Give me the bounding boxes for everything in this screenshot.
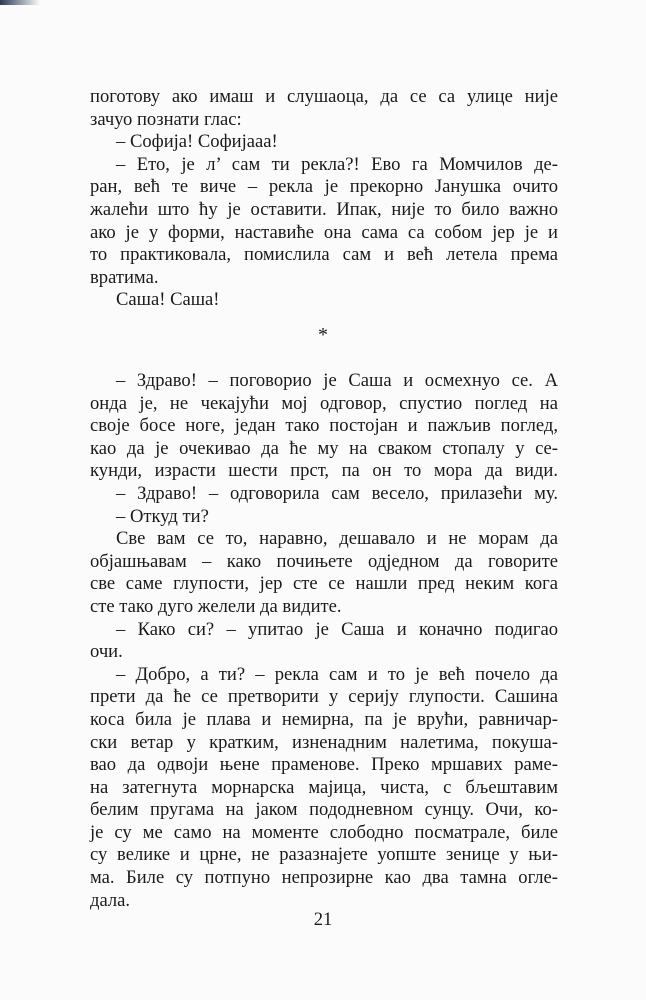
text-line: сте тако дуго желели да видите. bbox=[90, 595, 342, 617]
text-line: Све вам се то, наравно, дешавало и не морам да bbox=[116, 528, 558, 550]
text-line: као да је очекивао да ће му на сваком стопалу у се- bbox=[90, 437, 558, 459]
text-line: – Добро, а ти? – рекла сам и то је већ почело да bbox=[116, 663, 558, 685]
text-line: прети да ће се претворити у серију глупости. Сашина bbox=[90, 686, 558, 708]
text-line: зачуо познати глас: bbox=[90, 108, 242, 130]
text-line: Саша! Саша! bbox=[116, 289, 220, 311]
text-line: кунди, израсти шести прст, па он то мора да види. bbox=[90, 460, 558, 482]
text-block-2 bbox=[90, 370, 558, 912]
text-line: ран, већ те виче – рекла је прекорно Јанушка очито bbox=[90, 176, 558, 198]
text-line: дала. bbox=[90, 889, 131, 911]
text-line: белим пругама на јаком пододневном сунцу. Очи, ко- bbox=[90, 799, 558, 821]
scan-edge-mark bbox=[0, 0, 40, 5]
text-line: своје босе ноге, један тако постојан и пажљив поглед, bbox=[90, 415, 558, 437]
text-line: – Откуд ти? bbox=[116, 505, 209, 527]
text-line: онда је, не чекајући мој одговор, спустио поглед на bbox=[90, 392, 558, 414]
text-line: на затегнута морнарска мајица, чиста, с бљештавим bbox=[90, 776, 558, 798]
text-line: – Ето, је л’ сам ти рекла?! Ево га Момчилов де- bbox=[116, 153, 558, 175]
text-line: објашњавам – како почињете одједном да говорите bbox=[90, 550, 558, 572]
text-line: – Здраво! – одговорила сам весело, прилазећи му. bbox=[116, 482, 558, 504]
text-line: – Софија! Софијааа! bbox=[116, 131, 278, 153]
text-line: ако је у форми, наставиће она сама са собом јер је и bbox=[90, 221, 558, 243]
text-line: поготову ако имаш и слушаоца, да се са улице није bbox=[90, 86, 558, 107]
text-line: жалећи што ћу је оставити. Ипак, није то било важно bbox=[90, 198, 558, 220]
text-line: је су ме само на моменте слободно посматрале, биле bbox=[90, 821, 558, 843]
text-line: су велике и црне, не разазнајете уопште зенице у њи- bbox=[90, 844, 558, 866]
page-number: 21 bbox=[313, 909, 333, 930]
text-line: – Здраво! – поговорио је Саша и осмехнуо се. А bbox=[116, 370, 558, 391]
text-line: коса била је плава и немирна, па је врући, равничар- bbox=[90, 708, 558, 730]
text-line: све саме глупости, јер сте се нашли пред неким кога bbox=[90, 573, 558, 595]
text-line: ма. Биле су потпуно непрозирне као два тамна огле- bbox=[90, 867, 558, 889]
text-line: очи. bbox=[90, 641, 123, 663]
text-line: ски ветар у кратким, изненадним налетима, покуша- bbox=[90, 731, 558, 753]
section-separator: * bbox=[318, 324, 328, 346]
text-line: – Како си? – упитао је Саша и коначно подигао bbox=[116, 618, 558, 640]
text-block-1 bbox=[90, 86, 558, 312]
text-line: вао да одвоји њене праменове. Преко мршавих раме- bbox=[90, 754, 558, 776]
text-line: то практиковала, помислила сам и већ летела према bbox=[90, 244, 558, 266]
text-line: вратима. bbox=[90, 266, 159, 288]
